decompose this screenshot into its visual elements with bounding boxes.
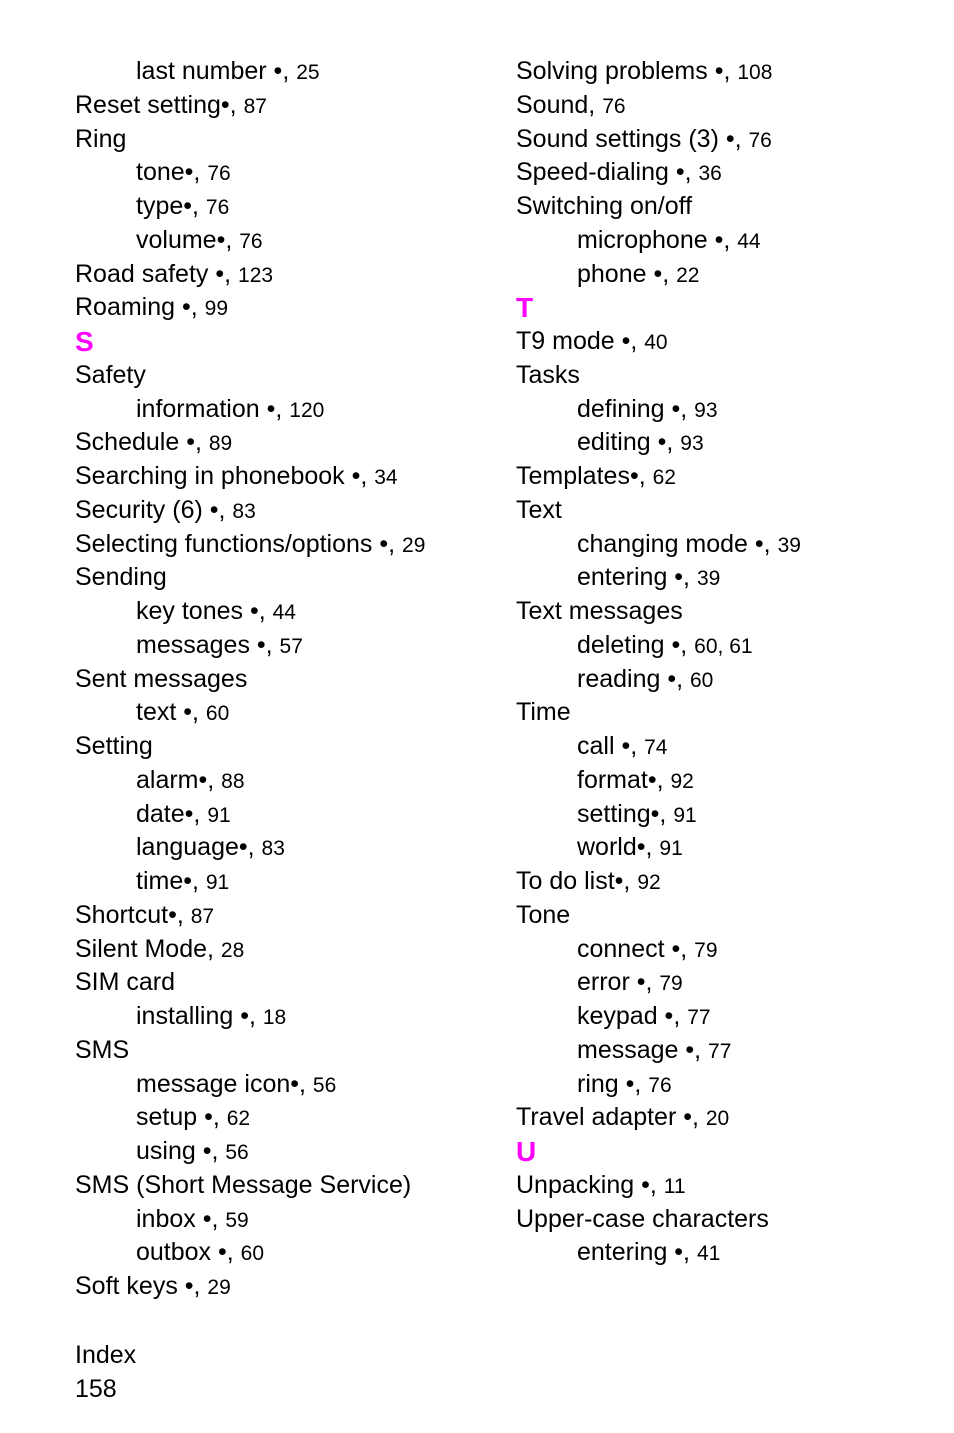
index-subentry <box>516 258 936 292</box>
index-page-ref: 39 <box>696 567 721 591</box>
index-page-ref: 77 <box>687 1006 711 1029</box>
index-term: microphone •, <box>577 225 738 254</box>
index-term: Roaming •, <box>75 293 205 322</box>
index-term: inbox •, <box>136 1204 226 1233</box>
index-entry <box>516 123 936 157</box>
index-term: SMS (Short Message Service) <box>75 1170 412 1199</box>
index-letter-heading <box>75 325 495 359</box>
index-subentry <box>75 764 495 798</box>
index-subentry <box>75 1236 495 1270</box>
index-subentry <box>516 730 936 764</box>
index-term: language•, <box>136 833 262 862</box>
index-entry <box>516 325 936 359</box>
index-term: changing mode •, <box>577 529 778 558</box>
index-subentry <box>75 1203 495 1237</box>
index-entry <box>516 865 936 899</box>
index-term: Silent Mode, <box>75 934 221 963</box>
index-page-ref: 108 <box>737 61 773 84</box>
index-term: using •, <box>136 1137 226 1165</box>
index-entry <box>75 1034 495 1068</box>
index-page-ref: 34 <box>374 466 398 489</box>
index-page-ref: 60 <box>240 1242 265 1266</box>
index-subentry <box>75 798 495 832</box>
index-page-ref: 60 <box>205 702 230 726</box>
index-term: Schedule •, <box>75 428 209 457</box>
index-term: messages •, <box>136 630 280 659</box>
index-page-ref: 79 <box>659 972 683 996</box>
index-page-ref: 123 <box>238 263 274 287</box>
index-entry <box>516 899 936 933</box>
index-entry <box>75 966 495 1000</box>
index-entry <box>75 258 495 292</box>
index-term: setup •, <box>136 1103 227 1132</box>
index-term: Text <box>516 495 562 524</box>
index-page-ref: 39 <box>777 533 801 557</box>
index-page-ref: 91 <box>673 803 697 827</box>
index-subentry <box>75 156 495 190</box>
index-entry <box>75 291 495 325</box>
index-page-ref: 89 <box>208 432 233 456</box>
index-term: format•, <box>577 765 671 794</box>
index-page-ref: 18 <box>262 1006 287 1029</box>
index-term: text •, <box>136 698 206 727</box>
index-term: Text messages <box>516 597 683 625</box>
index-page-ref: 40 <box>644 331 668 354</box>
index-subentry <box>516 1000 936 1034</box>
index-entry <box>516 55 936 89</box>
index-page-ref: 76 <box>602 94 626 118</box>
index-term: T <box>516 292 534 324</box>
index-page-ref: 92 <box>637 871 661 894</box>
index-entry <box>516 359 936 393</box>
index-term: volume•, <box>136 225 240 254</box>
index-term: Sending <box>75 563 167 592</box>
index-page-ref: 29 <box>402 533 426 557</box>
index-term: defining •, <box>577 394 695 423</box>
index-page-ref: 99 <box>204 297 228 321</box>
index-subentry <box>75 1101 495 1135</box>
index-subentry <box>75 865 495 899</box>
index-term: Shortcut•, <box>75 900 191 929</box>
index-term: message •, <box>577 1035 709 1064</box>
index-page-ref: 76 <box>239 229 263 253</box>
index-subentry <box>75 629 495 663</box>
index-term: alarm•, <box>136 765 222 794</box>
index-page-ref: 56 <box>312 1073 337 1097</box>
index-column-right <box>516 55 936 1270</box>
index-letter-heading <box>516 1135 936 1169</box>
index-entry <box>75 460 495 494</box>
index-entry <box>75 730 495 764</box>
index-term: Unpacking •, <box>516 1170 664 1199</box>
index-term: Upper-case characters <box>516 1204 769 1233</box>
index-entry <box>75 1270 495 1304</box>
index-entry <box>516 1203 936 1237</box>
index-subentry <box>75 831 495 865</box>
index-page-ref: 87 <box>243 94 267 118</box>
index-term: time•, <box>136 867 206 895</box>
index-subentry <box>516 1236 936 1270</box>
index-page-ref: 56 <box>225 1141 249 1164</box>
index-subentry <box>516 561 936 595</box>
index-term: phone •, <box>577 259 677 288</box>
index-page-ref: 91 <box>205 871 230 894</box>
index-term: deleting •, <box>577 630 695 659</box>
index-page-ref: 87 <box>190 904 215 928</box>
index-subentry <box>75 190 495 224</box>
index-page-ref: 57 <box>279 634 303 658</box>
index-subentry <box>516 224 936 258</box>
index-page-ref: 60 <box>690 668 714 692</box>
index-term: Solving problems •, <box>516 57 738 85</box>
index-term: world•, <box>577 833 660 862</box>
index-subentry <box>516 426 936 460</box>
index-term: information •, <box>136 394 290 423</box>
index-subentry <box>75 224 495 258</box>
index-page-ref: 76 <box>205 196 230 219</box>
index-page-ref: 93 <box>694 398 718 422</box>
index-entry <box>75 1169 495 1203</box>
index-subentry <box>75 1068 495 1102</box>
index-term: setting•, <box>577 799 674 828</box>
index-page-ref: 92 <box>670 769 694 793</box>
index-page-ref: 41 <box>696 1242 721 1266</box>
index-page-ref: 93 <box>680 432 704 456</box>
index-term: U <box>516 1136 537 1167</box>
index-term: entering •, <box>577 563 697 592</box>
index-entry <box>75 561 495 595</box>
index-entry <box>75 899 495 933</box>
index-subentry <box>516 933 936 967</box>
index-page-ref: 88 <box>221 769 245 793</box>
index-subentry <box>516 629 936 663</box>
index-page-ref: 25 <box>296 61 320 84</box>
index-entry <box>516 460 936 494</box>
index-subentry <box>75 393 495 427</box>
index-term: error •, <box>577 968 660 997</box>
index-subentry <box>516 1034 936 1068</box>
index-term: Switching on/off <box>516 192 693 220</box>
index-letter-heading <box>516 291 936 325</box>
index-entry <box>75 359 495 393</box>
index-term: Reset setting•, <box>75 90 244 119</box>
index-term: Sound settings (3) •, <box>516 124 749 153</box>
index-entry <box>516 1169 936 1203</box>
index-page-ref: 62 <box>226 1107 251 1131</box>
index-subentry <box>516 831 936 865</box>
index-term: Setting <box>75 732 153 760</box>
index-subentry <box>516 966 936 1000</box>
index-subentry <box>516 1068 936 1102</box>
index-term: T9 mode •, <box>516 327 645 355</box>
index-term: date•, <box>136 799 208 828</box>
index-page-ref: 29 <box>207 1276 231 1299</box>
index-page-ref: 36 <box>698 162 722 186</box>
index-term: tone•, <box>136 158 208 187</box>
index-page-ref: 20 <box>705 1107 730 1131</box>
index-entry <box>75 494 495 528</box>
index-term: Tone <box>516 900 571 929</box>
index-subentry <box>516 663 936 697</box>
index-subentry <box>75 55 495 89</box>
index-subentry <box>75 1135 495 1169</box>
index-entry <box>75 123 495 157</box>
index-page-ref: 79 <box>694 938 718 962</box>
index-entry <box>516 190 936 224</box>
index-term: editing •, <box>577 428 681 457</box>
index-term: Searching in phonebook •, <box>75 462 375 490</box>
index-term: Sent messages <box>75 664 248 693</box>
index-term: Ring <box>75 124 127 153</box>
index-page-ref: 83 <box>232 499 256 523</box>
index-page-ref: 83 <box>261 837 285 861</box>
index-subentry <box>75 696 495 730</box>
index-term: Selecting functions/options •, <box>75 529 403 558</box>
index-entry <box>75 89 495 123</box>
index-term: type•, <box>136 192 206 220</box>
index-term: last number •, <box>136 57 297 85</box>
index-page-ref: 91 <box>659 837 683 861</box>
index-subentry <box>516 798 936 832</box>
index-term: message icon•, <box>136 1069 313 1098</box>
index-entry <box>516 494 936 528</box>
footer-page-number: 158 <box>75 1374 117 1403</box>
index-page-ref: 76 <box>207 162 231 186</box>
index-entry <box>75 426 495 460</box>
index-page-ref: 28 <box>220 938 245 962</box>
index-entry <box>75 663 495 697</box>
index-page-ref: 59 <box>225 1208 249 1232</box>
index-term: To do list•, <box>516 867 638 895</box>
index-subentry <box>75 595 495 629</box>
index-entry <box>516 696 936 730</box>
index-term: Soft keys •, <box>75 1272 208 1300</box>
index-term: call •, <box>577 732 645 760</box>
index-entry <box>516 156 936 190</box>
index-term: S <box>75 326 94 357</box>
index-page-ref: 44 <box>272 601 296 624</box>
index-subentry <box>516 528 936 562</box>
index-term: installing •, <box>136 1002 263 1030</box>
index-term: SMS <box>75 1035 130 1064</box>
index-term: Sound, <box>516 90 603 119</box>
index-term: key tones •, <box>136 597 273 625</box>
index-term: outbox •, <box>136 1238 241 1267</box>
index-term: ring •, <box>577 1069 649 1098</box>
index-term: Templates•, <box>516 462 653 490</box>
index-entry <box>516 1101 936 1135</box>
index-page-ref: 76 <box>648 1073 672 1097</box>
index-page-ref: 120 <box>289 398 325 422</box>
index-page-ref: 60, 61 <box>694 634 753 658</box>
index-term: Time <box>516 698 571 727</box>
index-page-ref: 11 <box>663 1174 686 1198</box>
footer-section-title: Index <box>75 1341 137 1369</box>
index-term: Tasks <box>516 360 580 389</box>
index-page-ref: 62 <box>652 466 676 489</box>
index-term: connect •, <box>577 934 695 963</box>
index-term: Security (6) •, <box>75 495 233 524</box>
index-column-left <box>75 55 495 1304</box>
index-page-ref: 76 <box>748 128 772 152</box>
index-term: reading •, <box>577 664 690 693</box>
index-subentry <box>516 393 936 427</box>
index-page-ref: 77 <box>708 1039 732 1063</box>
index-term: SIM card <box>75 968 176 997</box>
index-entry <box>75 528 495 562</box>
index-entry <box>75 933 495 967</box>
index-term: entering •, <box>577 1238 697 1267</box>
index-term: Speed-dialing •, <box>516 158 699 187</box>
index-page-ref: 74 <box>644 736 668 759</box>
index-term: keypad •, <box>577 1002 688 1030</box>
page-footer <box>75 1339 136 1406</box>
index-page-ref: 22 <box>676 263 700 287</box>
index-subentry <box>516 764 936 798</box>
index-entry <box>516 89 936 123</box>
index-page-ref: 44 <box>737 229 761 253</box>
index-page-ref: 91 <box>207 803 231 827</box>
index-term: Travel adapter •, <box>516 1103 706 1132</box>
index-entry <box>516 595 936 629</box>
index-term: Road safety •, <box>75 259 239 288</box>
index-subentry <box>75 1000 495 1034</box>
index-term: Safety <box>75 360 146 389</box>
